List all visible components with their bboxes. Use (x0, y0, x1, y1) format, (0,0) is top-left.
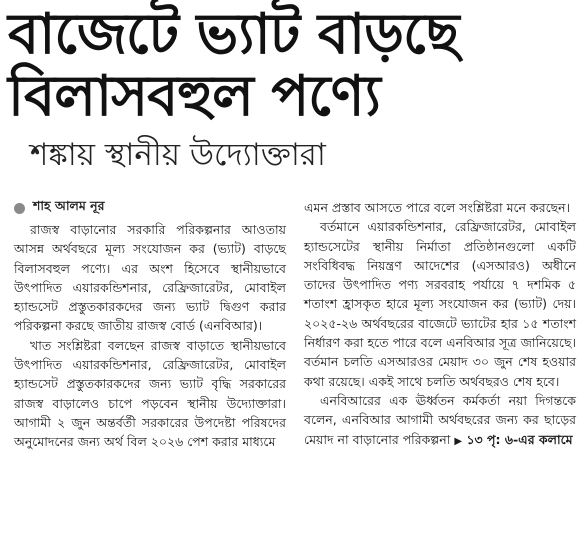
bullet-icon (14, 203, 25, 214)
article-right-column (304, 198, 576, 451)
paragraph (304, 391, 576, 451)
paragraph: বর্তমানে এয়ারকন্ডিশনার, রেফ্রিজারেটর, মোবাইল হ্যান্ডসেটের স্থানীয় নির্মাতা প্রতিষ্ঠানগুলো একটি সংবিধিবদ্ধ নিয়ন্ত্রণ আদেশের (এসআরও) অধীনে তাদের উৎপাদিত পণ্য সরবরাহ পর্যায়ে ৭ দশমিক ৫ শতাংশ হ্রাসকৃত হারে মূল্য সংযোজন কর (ভ্যাট) দেয়। ২০২৫-২৬ অর্থবছরের বাজেটে ভ্যাটের হার ১৫ শতাংশ নির্ধারণ করা হতে পারে বলে এনবিআর সূত্র জানিয়েছে। বর্তমান চলতি এসআরওর মেয়াদ ৩০ জুন শেষ হওয়ার কথা রয়েছে। একই সাথে চলতি অর্থবছরও শেষ হবে। (304, 219, 576, 389)
continued-label: ১৩ পৃ: ৬-এর কলামে (466, 431, 573, 447)
headline (8, 4, 580, 128)
headline-line-2: বিলাসবহুল পণ্যে (8, 64, 380, 129)
subheadline: শঙ্কায় স্থানীয় উদ্যোক্তারা (30, 137, 326, 173)
paragraph: খাত সংশ্লিষ্টরা বলছেন রাজস্ব বাড়াতে স্থানীয়ভাবে উৎপাদিত এয়ারকন্ডিশনার, রেফ্রিজারেটর, মোবাইল হ্যান্ডসেট প্রস্তুতকারকদের জন্য ভ্যাট বৃদ্ধি সরকারের রাজস্ব বাড়ালেও চাপে পড়বেন স্থানীয় উদ্যোক্তারা। আগামী ২ জুন অন্তর্বর্তী সরকারের উপদেষ্টা পরিষদের অনুমোদনের জন্য অর্থ বিল ২০২৬ পেশ করার মাধ্যমে (14, 337, 286, 450)
continued-on-page-link[interactable] (454, 432, 572, 447)
article-left-column (14, 220, 286, 452)
paragraph: রাজস্ব বাড়ানোর সরকারি পরিকল্পনার আওতায় আসন্ন অর্থবছরে মূল্য সংযোজন কর (ভ্যাট) বাড়ছে বিলাসবহুল পণ্যে। এর অংশ হিসেবে স্থানীয়ভাবে উৎপাদিত এয়ারকন্ডিশনার, রেফ্রিজারেটর, মোবাইল হ্যান্ডসেট প্রস্তুতকারকদের জন্য ভ্যাট দ্বিগুণ করার পরিকল্পনা করছে জাতীয় রাজস্ব বোর্ড (এনবিআর)। (14, 222, 286, 334)
byline (14, 198, 104, 218)
author-name: শাহ আলম নূর (33, 198, 105, 213)
headline-line-1: বাজেটে ভ্যাট বাড়ছে (8, 2, 459, 67)
paragraph-continuation: এমন প্রস্তাব আসতে পারে বলে সংশ্লিষ্টরা মনে করছেন। (304, 200, 571, 215)
paragraph-text: এনবিআরের এক ঊর্ধ্বতন কর্মকর্তা নয়া দিগন্তকে বলেন, এনবিআর আগামী অর্থবছরের জন্য কর ছাড়ের মেয়াদ না বাড়ানোর পরিকল্পনা (304, 392, 576, 447)
triangle-right-icon: ▶ (454, 435, 463, 447)
